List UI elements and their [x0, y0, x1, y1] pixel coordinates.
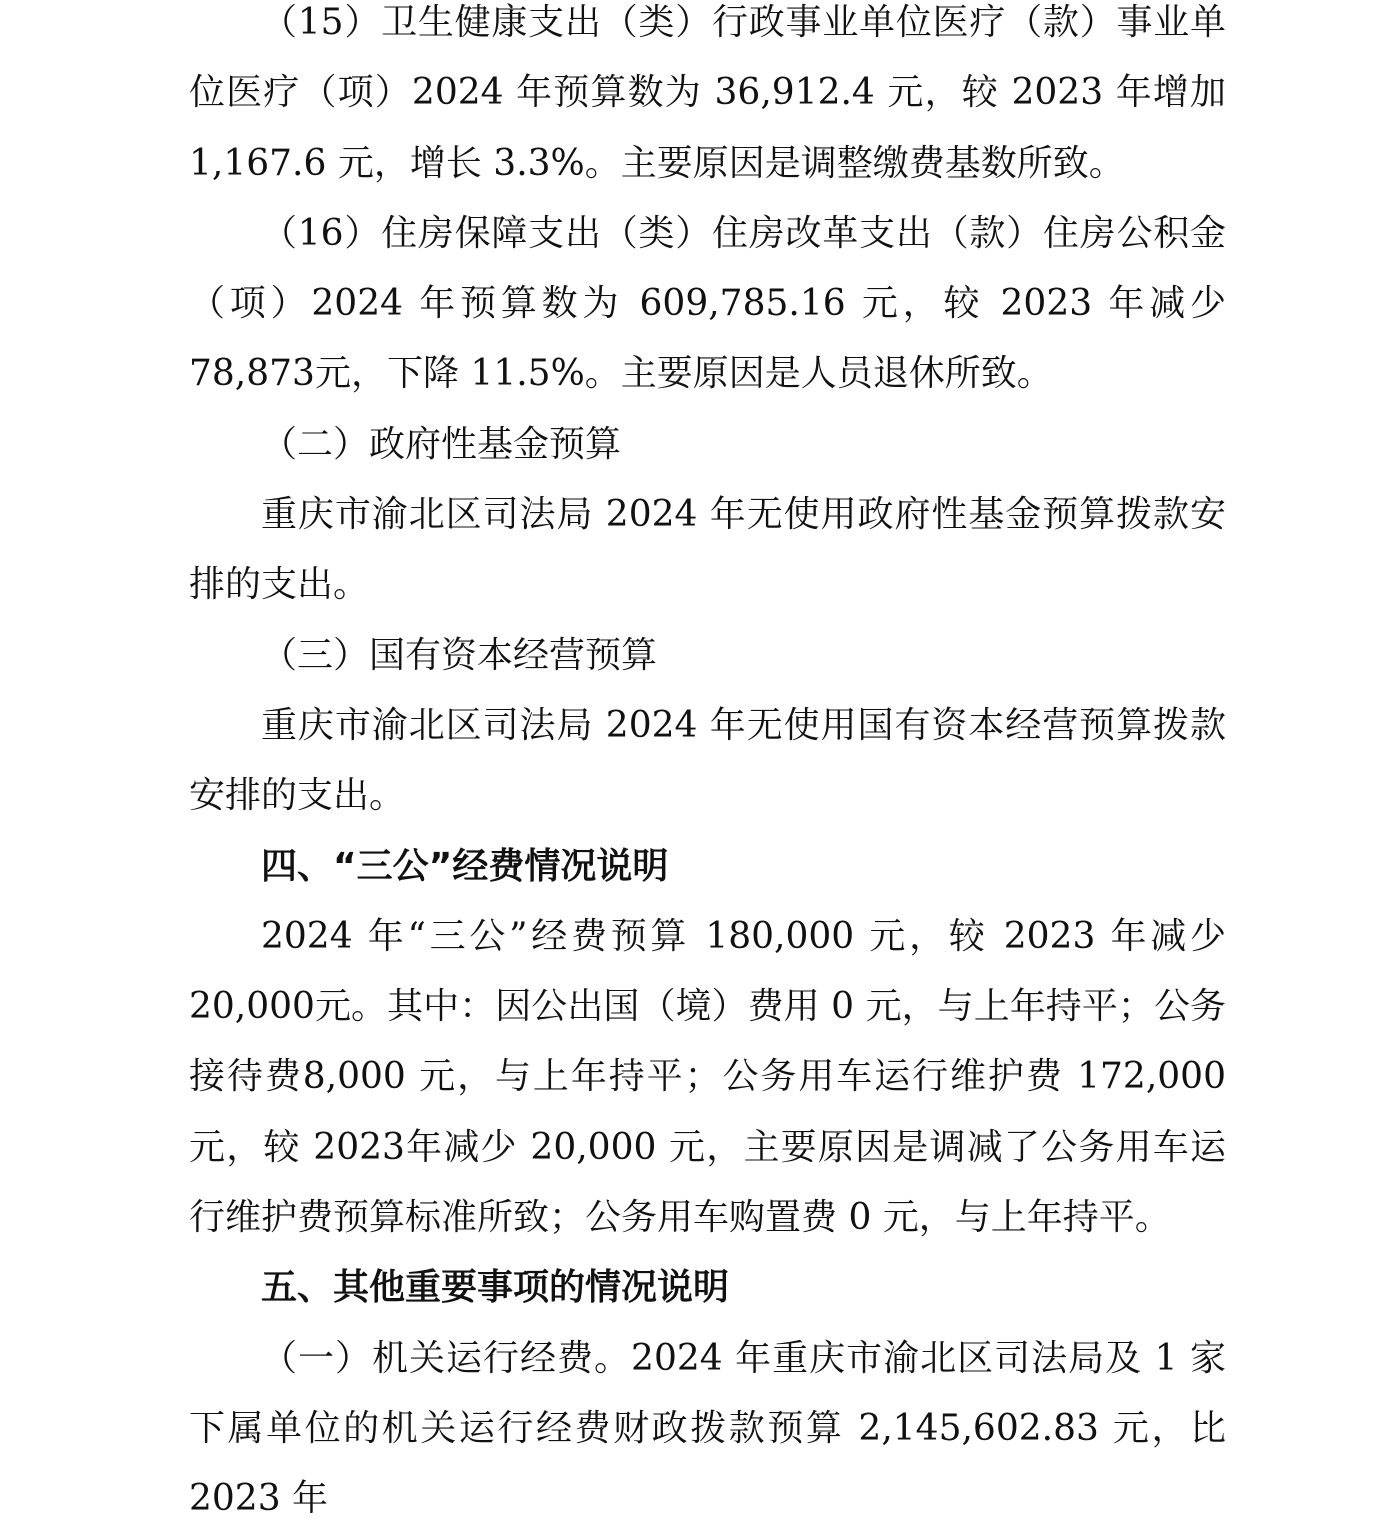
heading-government-fund-budget: （二）政府性基金预算 [261, 423, 622, 465]
heading-sangong-expenses: 四、“三公”经费情况说明 [261, 845, 669, 887]
paragraph-health-expenditure: （15）卫生健康支出（类）行政事业单位医疗（款）事业单位医疗（项）2024 年预算数为 36,912.4 元，较 2023 年增加1,167.6 元，增长 3.3%。主要原因是调整缴费基数所致。 [189, 2, 1226, 184]
paragraph-operating-expenses: （一）机关运行经费。2024 年重庆市渝北区司法局及 1 家下属单位的机关运行经费财政拨款预算 2,145,602.83 元，比 2023 年 [189, 1337, 1226, 1520]
paragraph-government-fund-budget: 重庆市渝北区司法局 2024 年无使用政府性基金预算拨款安排的支出。 [189, 494, 1226, 606]
paragraph-state-capital-budget: 重庆市渝北区司法局 2024 年无使用国有资本经营预算拨款安排的支出。 [189, 704, 1226, 817]
document-page [189, 0, 1226, 1535]
heading-state-capital-budget: （三）国有资本经营预算 [261, 634, 658, 676]
paragraph-sangong-expenses: 2024 年“三公”经费预算 180,000 元，较 2023 年减少 20,000元。其中：因公出国（境）费用 0 元，与上年持平；公务接待费8,000 元，与上年持平；公务用车运行维护费 172,000 元，较 2023年减少 20,000 元，主要原因是调减了公务用车运行维护费预算标准所致；公务用车购置费 0 元，与上年持平。 [189, 915, 1226, 1239]
heading-other-matters: 五、其他重要事项的情况说明 [261, 1267, 730, 1309]
paragraph-housing-fund: （16）住房保障支出（类）住房改革支出（款）住房公积金（项）2024 年预算数为 609,785.16 元，较 2023 年减少 78,873元，下降 11.5%。主要原因是人员退休所致。 [189, 212, 1226, 395]
